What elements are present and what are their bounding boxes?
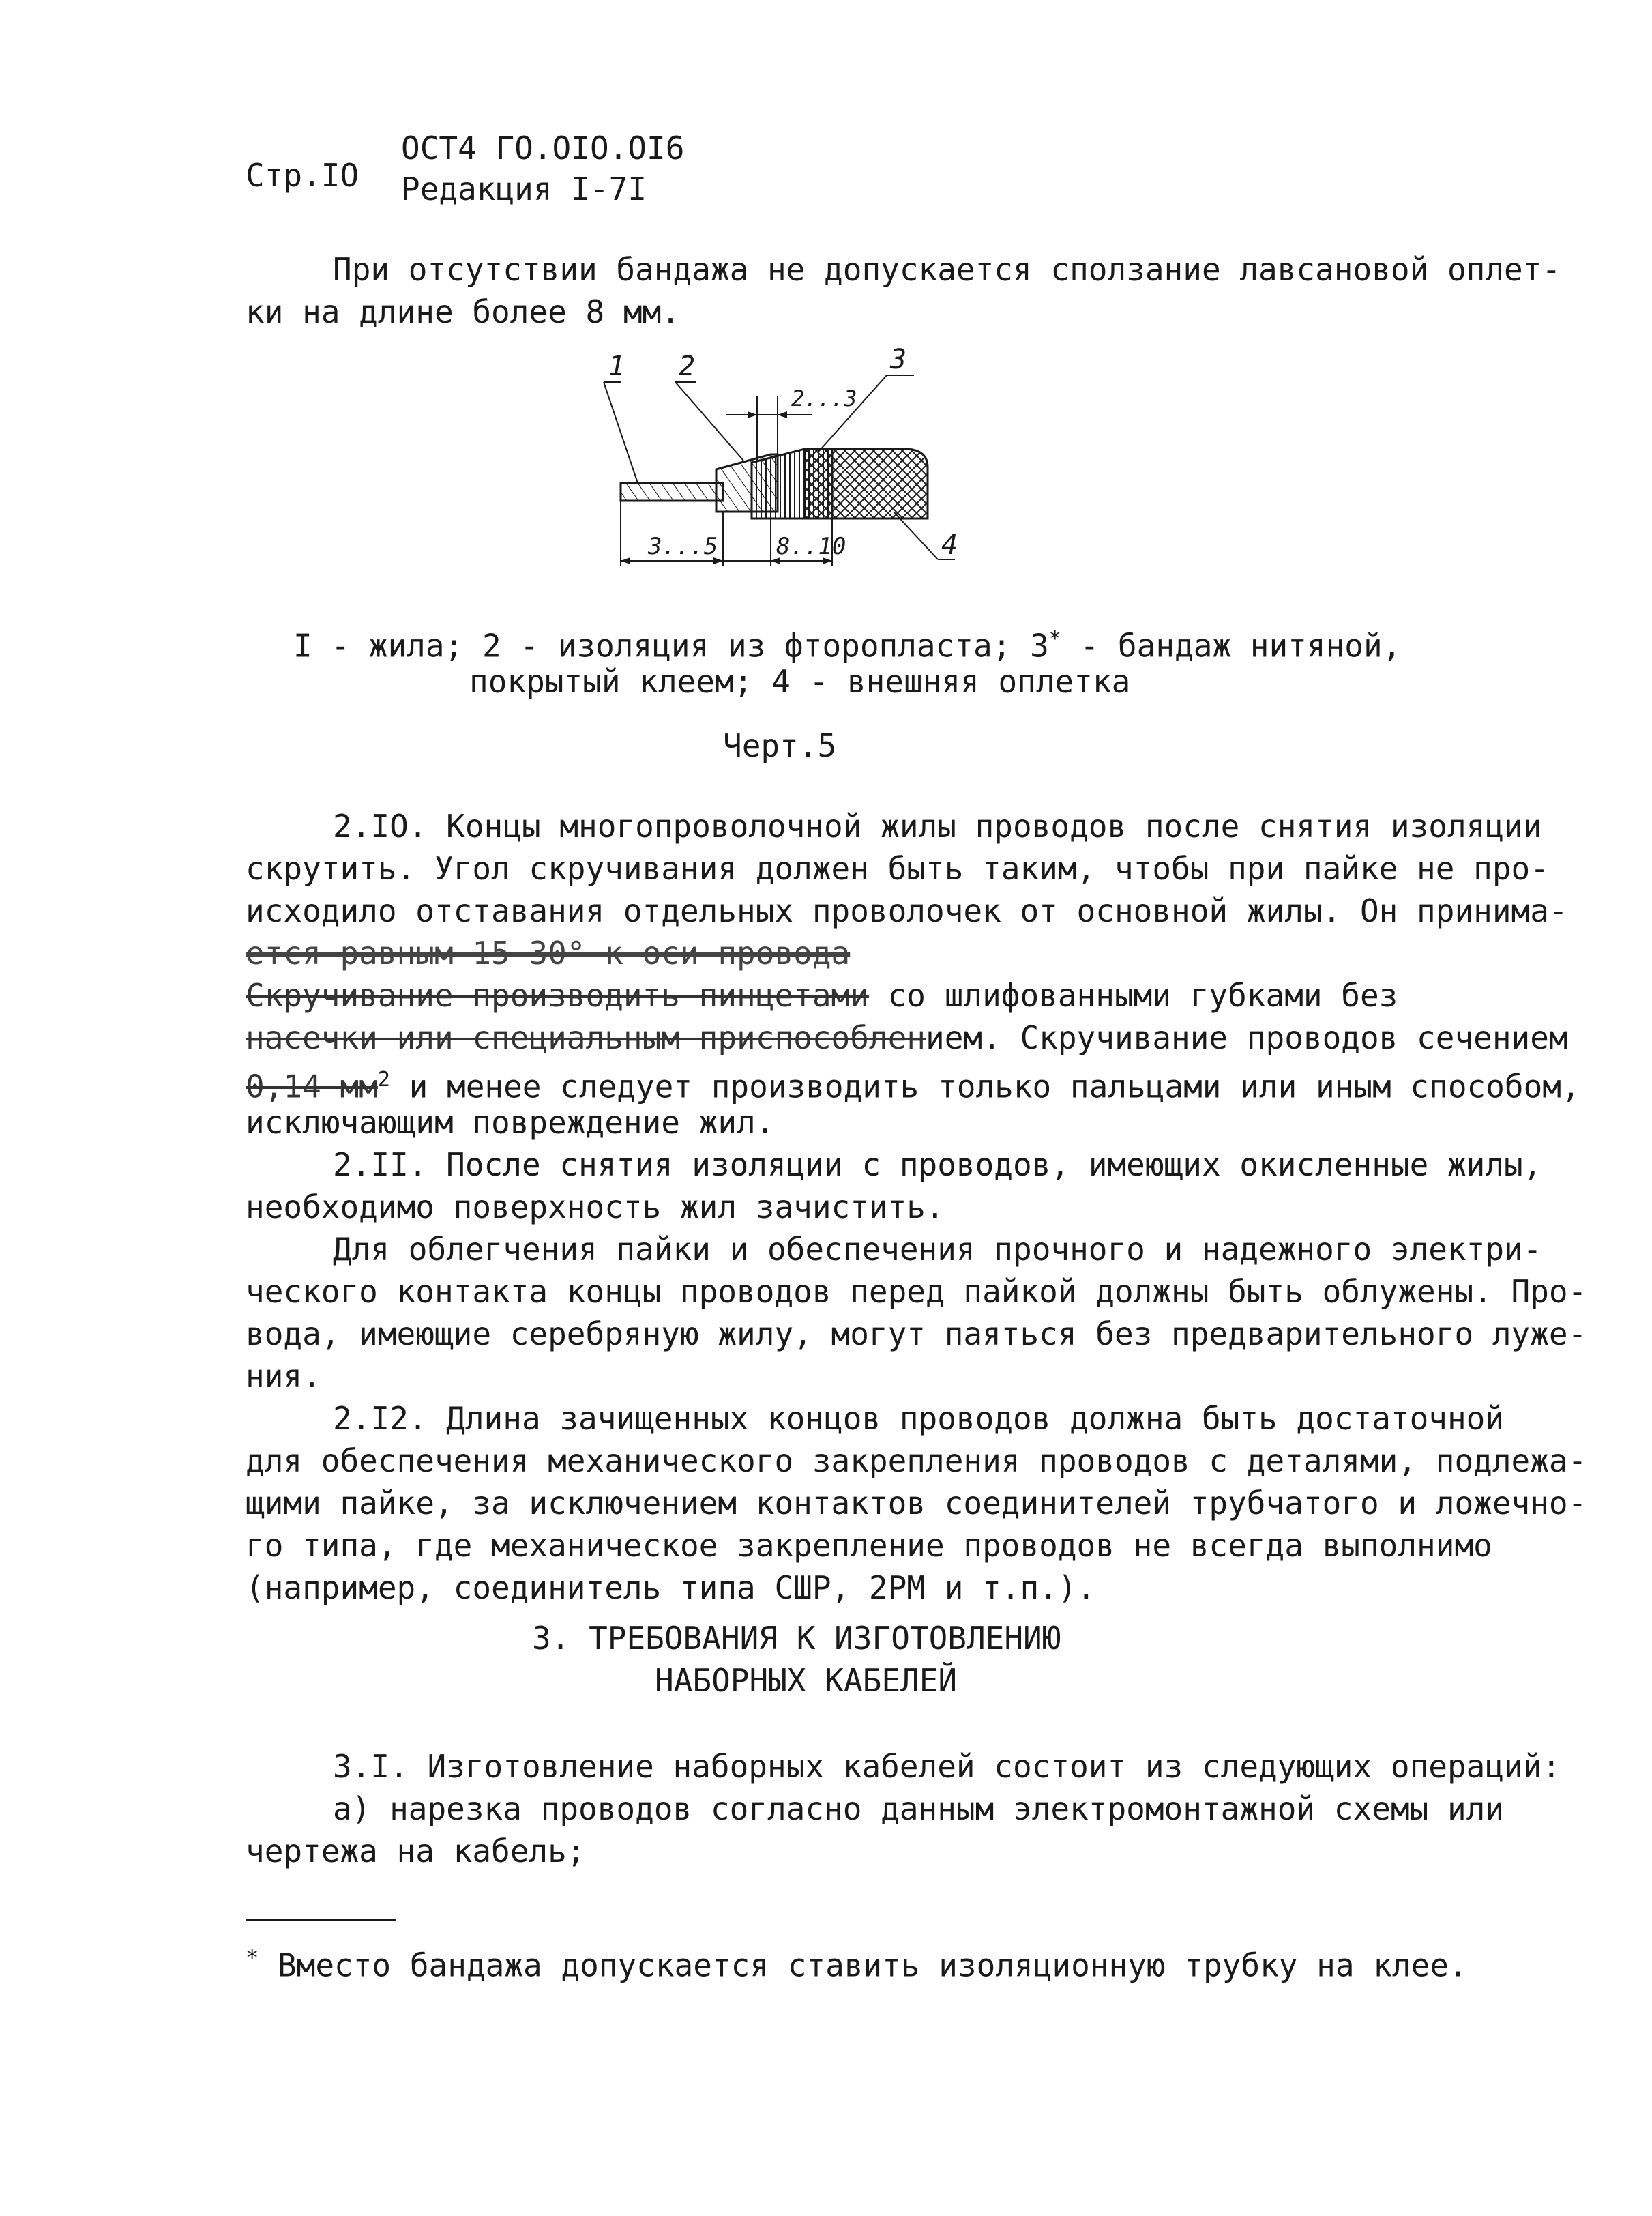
text-line: При отсутствии бандажа не допускается сползание лавсановой оплет-	[333, 251, 1561, 288]
text-line: Для облегчения пайки и обеспечения прочного и надежного электри-	[333, 1231, 1542, 1268]
label-2: 2	[679, 351, 696, 382]
label-1: 1	[608, 351, 625, 382]
text-line: а) нарезка проводов согласно данным электромонтажной схемы или	[333, 1790, 1505, 1827]
section-3-heading-line2: НАБОРНЫХ КАБЕЛЕЙ	[655, 1662, 958, 1699]
text-line: го типа, где механическое закрепление проводов не всегда выполнимо	[246, 1527, 1492, 1564]
dimension-3-5: 3...5	[648, 533, 718, 560]
text-line: щими пайке, за исключением контактов соединителей трубчатого и ложечно-	[246, 1485, 1587, 1521]
text-line: необходимо поверхность жил зачистить.	[246, 1189, 945, 1225]
text-line: 0,14 $мм^2$ и менее следует производить только пальцами или иным способом,	[246, 1068, 1580, 1105]
dimension-8-10: 8..10	[776, 533, 846, 560]
wire-core	[621, 483, 723, 501]
section-2-10	[246, 805, 1580, 1143]
label-3: 3	[890, 344, 907, 375]
text-line: 2.I2. Длина зачищенных концов проводов должна быть достаточной	[333, 1400, 1505, 1437]
struck-line: ется равным 15-30° к оси провода	[246, 935, 851, 972]
figure-caption-line2: покрытый клеем; 4 - внешняя оплетка	[469, 663, 1131, 700]
intro-paragraph	[246, 248, 1561, 333]
section-3-heading-line1: 3. ТРЕБОВАНИЯ К ИЗГОТОВЛЕНИЮ	[532, 1620, 1061, 1657]
footnote: * Вместо бандажа допускается ставить изоляционную трубку на клее.	[246, 1944, 1468, 1984]
text-line: вода, имеющие серебряную жилу, могут паяться без предварительного луже-	[246, 1315, 1587, 1352]
text-line: 2.II. После снятия изоляции с проводов, имеющих окисленные жилы,	[333, 1146, 1542, 1183]
text-line: (например, соединитель типа СШР, 2РМ и т.п.).	[246, 1569, 1096, 1606]
label-4: 4	[941, 529, 958, 561]
section-3-1	[246, 1745, 1561, 1872]
page-label: Стр.IO	[246, 157, 359, 194]
figure-title: Черт.5	[723, 727, 837, 764]
document-revision: Редакция I-7I	[401, 171, 647, 207]
text-line: 2.IO. Концы многопроволочной жилы проводов после снятия изоляции	[333, 808, 1542, 845]
wire-end-drawing	[573, 341, 996, 587]
text-line: Скручивание производить пинцетами со шлифованными губками без	[246, 977, 1398, 1014]
text-line: чертежа на кабель;	[246, 1833, 586, 1869]
footnote-mark: *	[1048, 627, 1061, 651]
text-line: 3.I. Изготовление наборных кабелей состоит из следующих операций:	[333, 1748, 1561, 1785]
text-line: насечки или специальным приспособлением. Скручивание проводов сечением	[246, 1019, 1568, 1056]
text-line: исключающим повреждение жил.	[246, 1104, 775, 1141]
footnote-divider	[246, 1919, 396, 1921]
text-line: для обеспечения механического закрепления проводов с деталями, подлежа-	[246, 1442, 1587, 1479]
text-line: ки на длине более 8 мм.	[246, 293, 680, 330]
outer-braid	[805, 449, 928, 519]
text-line: ческого контакта концы проводов перед пайкой должны быть облужены. Про-	[246, 1273, 1587, 1310]
section-2-12	[246, 1397, 1587, 1609]
document-code: ОСТ4 ГО.ОIО.OI6	[401, 130, 685, 166]
text-line: исходило отставания отдельных проволочек от основной жилы. Он принима-	[246, 892, 1568, 929]
text-line: скрутить. Угол скручивания должен быть таким, чтобы при пайке не про-	[246, 850, 1549, 887]
dimension-2-3: 2...3	[791, 385, 857, 411]
text-line: ния.	[246, 1358, 321, 1395]
section-2-11	[246, 1143, 1587, 1397]
figure-caption-line1: I - жила; 2 - изоляция из фторопласта; 3* - бандаж нитяной,	[293, 627, 1402, 665]
